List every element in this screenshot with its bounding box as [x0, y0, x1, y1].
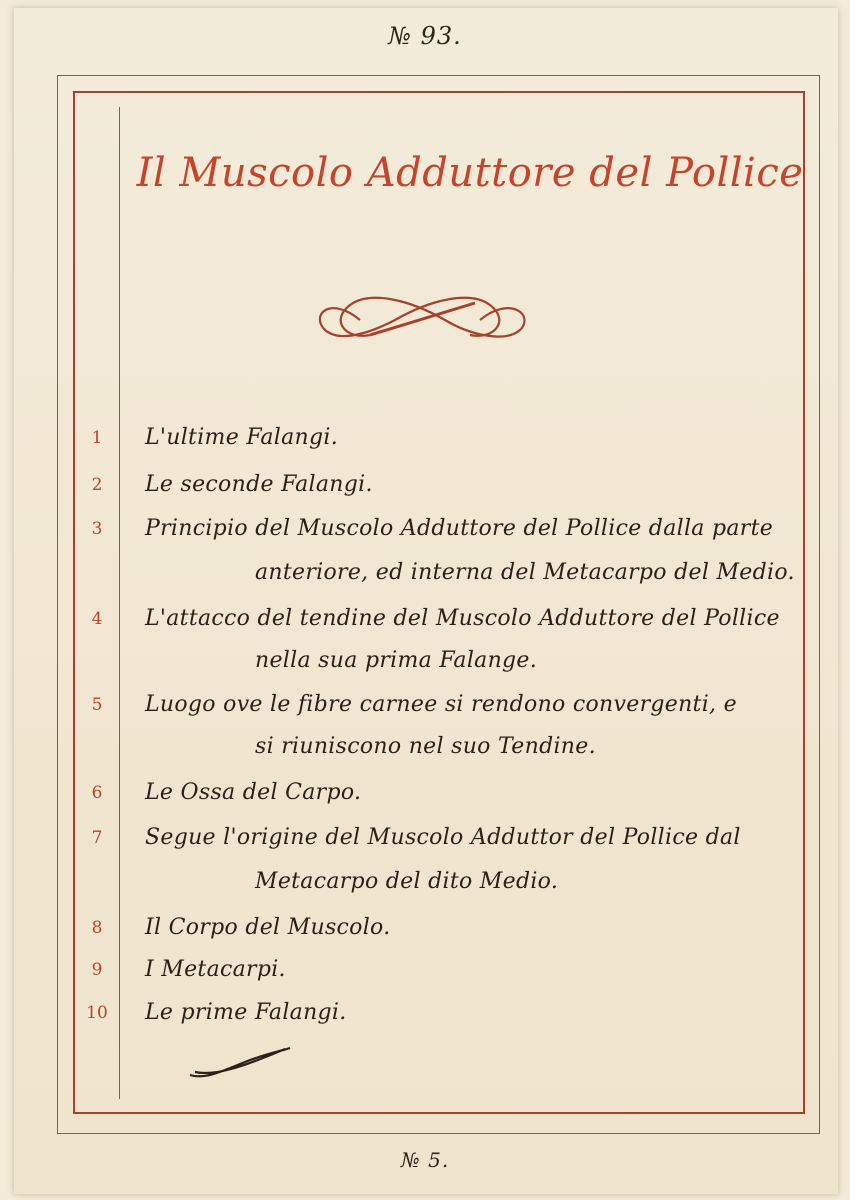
legend-number: 8: [91, 918, 103, 938]
legend-item: [0, 606, 820, 673]
legend-item: [0, 915, 820, 955]
page-number-bottom: № 5.: [400, 1148, 450, 1172]
legend-text: Principio del Muscolo Adduttore del Pollice dalla parte: [145, 516, 774, 541]
legend-text: L'ultime Falangi.: [145, 425, 339, 450]
legend-text: Le seconde Falangi.: [145, 472, 373, 497]
legend-text-continuation: anteriore, ed interna del Metacarpo del Medio.: [255, 560, 795, 585]
legend-text: Le prime Falangi.: [145, 1000, 347, 1025]
legend-text: Segue l'origine del Muscolo Adduttor del Pollice dal: [145, 825, 741, 850]
legend-number: 4: [91, 609, 103, 629]
legend-text: I Metacarpi.: [145, 957, 286, 982]
legend-text-continuation: Metacarpo del dito Medio.: [255, 869, 559, 894]
legend-item: [0, 825, 820, 894]
legend-text-continuation: si riuniscono nel suo Tendine.: [255, 734, 596, 759]
legend-item: [0, 780, 820, 820]
page-title: Il Muscolo Adduttore del Pollice: [136, 150, 804, 196]
closing-flourish: [185, 1040, 295, 1085]
legend-text: Le Ossa del Carpo.: [145, 780, 362, 805]
legend-number: 10: [86, 1003, 108, 1023]
legend-item: [0, 472, 820, 512]
legend-number: 3: [91, 519, 103, 539]
legend-text: L'attacco del tendine del Muscolo Adduttore del Pollice: [145, 606, 780, 631]
ornamental-flourish: [300, 285, 540, 355]
legend-text: Il Corpo del Muscolo.: [145, 915, 391, 940]
legend-number: 2: [91, 475, 103, 495]
legend-item: [0, 425, 820, 465]
legend-item: [0, 516, 820, 585]
legend-number: 1: [91, 428, 103, 448]
legend-text-continuation: nella sua prima Falange.: [255, 648, 538, 673]
page-number-top: № 93.: [388, 22, 462, 50]
legend-number: 7: [91, 828, 103, 848]
legend-item: [0, 957, 820, 997]
legend-number: 5: [91, 695, 103, 715]
legend-number: 6: [91, 783, 103, 803]
legend-item: [0, 692, 820, 759]
legend-item: [0, 1000, 820, 1040]
legend-number: 9: [91, 960, 103, 980]
legend-text: Luogo ove le fibre carnee si rendono convergenti, e: [145, 692, 737, 717]
